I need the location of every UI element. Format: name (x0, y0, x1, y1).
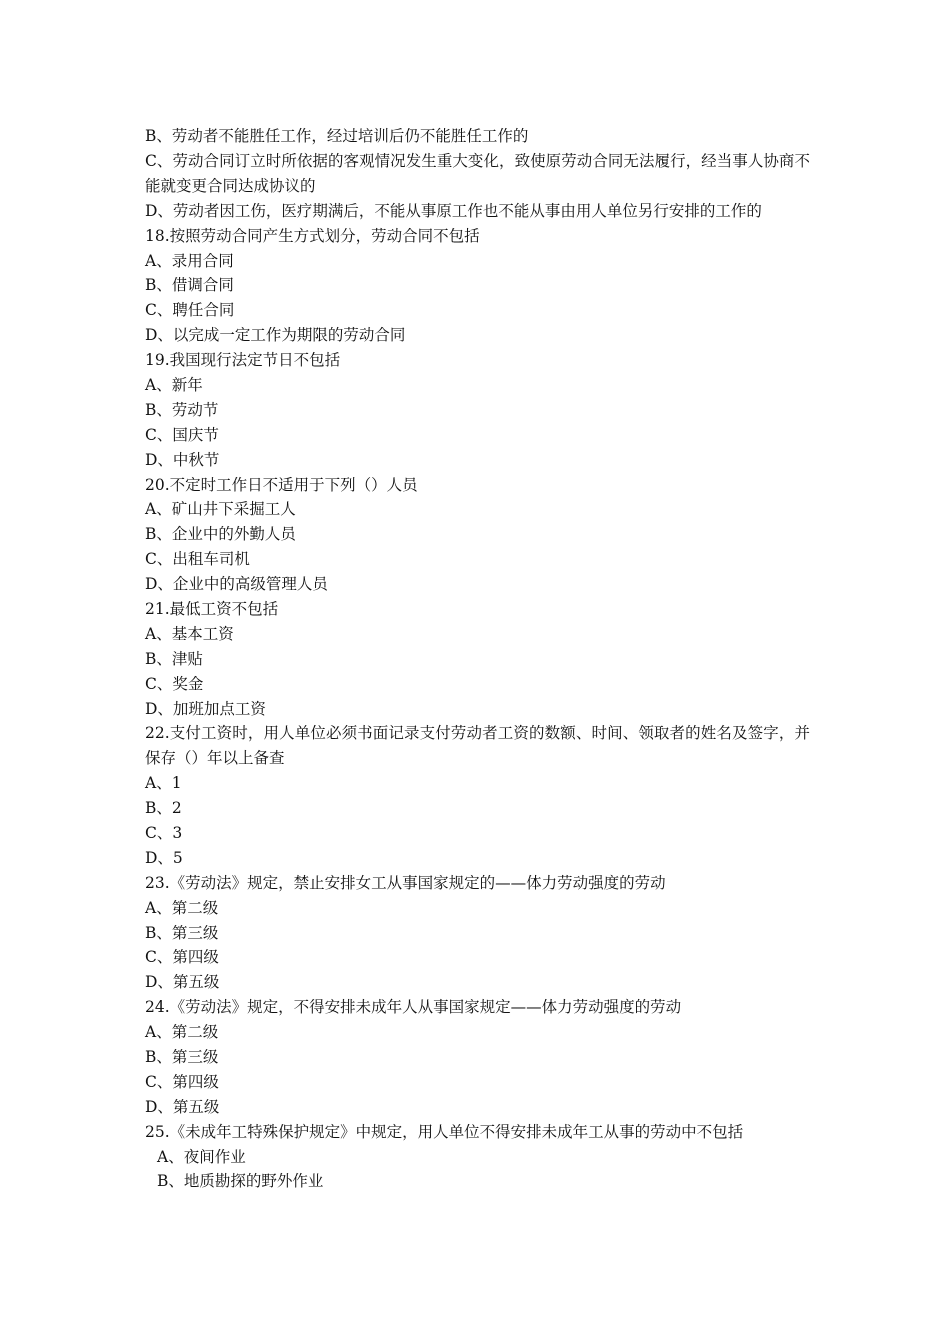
option-line: D、中秋节 (145, 450, 220, 469)
option-line: A、第二级 (145, 898, 219, 917)
option-line: D、劳动者因工伤，医疗期满后，不能从事原工作也不能从事由用人单位另行安排的工作的 (145, 201, 762, 220)
option-line: C、奖金 (145, 674, 204, 693)
option-line: B、劳动者不能胜任工作，经过培训后仍不能胜任工作的 (145, 127, 529, 145)
option-line: A、1 (145, 774, 182, 793)
option-line: A、第二级 (145, 1023, 219, 1042)
option-line: B、企业中的外勤人员 (145, 525, 296, 544)
option-line: B、第三级 (145, 1048, 219, 1067)
option-line: C、聘任合同 (145, 301, 235, 320)
option-line: C、出租车司机 (145, 550, 250, 569)
option-line: D、5 (145, 848, 183, 867)
option-line: C、3 (145, 824, 183, 843)
question-24: 24.《劳动法》规定，不得安排未成年人从事国家规定——体力劳动强度的劳动 (145, 998, 682, 1017)
question-23: 23.《劳动法》规定，禁止安排女工从事国家规定的——体力劳动强度的劳动 (145, 873, 666, 892)
option-line: B、地质勘探的野外作业 (157, 1172, 324, 1191)
option-line: C、第四级 (145, 1072, 219, 1091)
option-line: D、加班加点工资 (145, 699, 266, 718)
option-line: C、第四级 (145, 948, 219, 967)
option-line: D、第五级 (145, 973, 220, 992)
option-line: A、录用合同 (145, 251, 234, 270)
question-21: 21.最低工资不包括 (145, 599, 279, 618)
option-line: A、矿山井下采掘工人 (145, 500, 296, 519)
question-19: 19.我国现行法定节日不包括 (145, 351, 341, 370)
option-line: D、第五级 (145, 1097, 220, 1116)
option-line: B、津贴 (145, 649, 203, 668)
option-line: B、2 (145, 799, 182, 818)
option-line: A、基本工资 (145, 624, 234, 643)
option-line: A、新年 (145, 375, 203, 394)
question-20: 20.不定时工作日不适用于下列（）人员 (145, 475, 418, 494)
option-line: B、借调合同 (145, 276, 234, 295)
option-line: C、劳动合同订立时所依据的客观情况发生重大变化，致使原劳动合同无法履行，经当事人协商不能就变更合同达成协议的 (145, 151, 810, 195)
option-line: D、企业中的高级管理人员 (145, 575, 328, 594)
document-body (145, 124, 810, 1194)
option-line: A、夜间作业 (157, 1147, 246, 1166)
option-line: D、以完成一定工作为期限的劳动合同 (145, 326, 406, 345)
question-22: 22.支付工资时，用人单位必须书面记录支付劳动者工资的数额、时间、领取者的姓名及签字，并保存（）年以上备查 (145, 724, 810, 768)
option-line: B、第三级 (145, 923, 219, 942)
question-18: 18.按照劳动合同产生方式划分，劳动合同不包括 (145, 226, 480, 245)
option-line: C、国庆节 (145, 425, 219, 444)
question-25: 25.《未成年工特殊保护规定》中规定，用人单位不得安排未成年工从事的劳动中不包括 (145, 1122, 744, 1141)
option-line: B、劳动节 (145, 400, 219, 419)
